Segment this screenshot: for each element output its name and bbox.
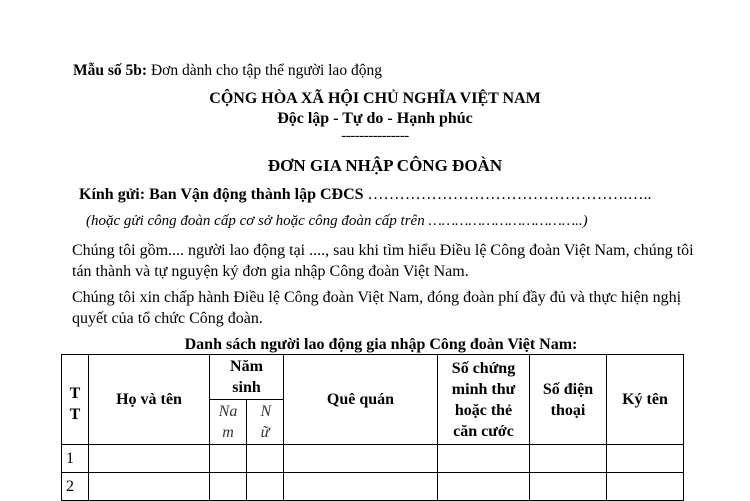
cell-female[interactable] [247, 473, 284, 501]
national-motto: Độc lập - Tự do - Hạnh phúc [277, 110, 473, 127]
cell-signature[interactable] [607, 445, 684, 473]
row-number: 2 [62, 473, 89, 501]
alternative-recipient: (hoặc gửi công đoàn cấp cơ sở hoặc công đoàn cấp trên ……………………………..) [86, 213, 588, 229]
cell-male[interactable] [210, 445, 247, 473]
cell-phone[interactable] [530, 473, 607, 501]
cell-hometown[interactable] [284, 445, 438, 473]
cell-male[interactable] [210, 473, 247, 501]
header-phone [530, 355, 607, 445]
table-row [62, 473, 684, 501]
paragraph-commitment: Chúng tôi xin chấp hành Điều lệ Công đoàn Việt Nam, đóng đoàn phí đầy đủ và thực hiện nghị quyết của tổ chức Công đoàn. [72, 289, 682, 327]
header-name: Họ và tên [89, 355, 210, 445]
cell-id-number[interactable] [438, 473, 530, 501]
header-birth-year-text: Năm sinh [230, 358, 263, 396]
list-title: Danh sách người lao động gia nhập Công đoàn Việt Nam: [184, 336, 578, 353]
addressee-label: Kính gửi: Ban Vận động thành lập CĐCS [79, 186, 364, 203]
header-id-number-text: Số chứng minh thư hoặc thẻ căn cước [451, 359, 516, 440]
cell-id-number[interactable] [438, 445, 530, 473]
form-number [73, 62, 382, 80]
header-female-text: Nữ [260, 403, 272, 441]
national-title: CỘNG HÒA XÃ HỘI CHỦ NGHĨA VIỆT NAM [209, 90, 541, 107]
cell-phone[interactable] [530, 445, 607, 473]
header-id-number [438, 355, 530, 445]
header-male-text: Nam [218, 403, 238, 441]
header-signature: Ký tên [607, 355, 684, 445]
header-birth-year [210, 355, 284, 400]
addressee-dots: ………………………………………….….. [363, 186, 652, 203]
addressee [79, 186, 652, 204]
header-stt-text: TT [69, 384, 81, 423]
cell-name[interactable] [89, 473, 210, 501]
header-phone-text: Số điện thoại [542, 380, 594, 419]
table-row [62, 445, 684, 473]
header-stt [62, 355, 89, 445]
cell-signature[interactable] [607, 473, 684, 501]
cell-name[interactable] [89, 445, 210, 473]
header-female [247, 400, 284, 445]
form-number-label: Mẫu số 5b: [73, 62, 148, 79]
header-male [210, 400, 247, 445]
document-title: ĐƠN GIA NHẬP CÔNG ĐOÀN [267, 156, 503, 175]
header-rule: --------------- [341, 128, 409, 144]
header-hometown: Quê quán [284, 355, 438, 445]
paragraph-intro: Chúng tôi gồm.... người lao động tại ...., sau khi tìm hiểu Điều lệ Công đoàn Việt Nam, chúng tôi tán thành và tự nguyện ký đơn gia nhập Công đoàn Việt Nam. [72, 242, 694, 280]
form-number-text: Đơn dành cho tập thể người lao động [147, 62, 382, 79]
cell-female[interactable] [247, 445, 284, 473]
cell-hometown[interactable] [284, 473, 438, 501]
member-table [61, 354, 684, 501]
row-number: 1 [62, 445, 89, 473]
